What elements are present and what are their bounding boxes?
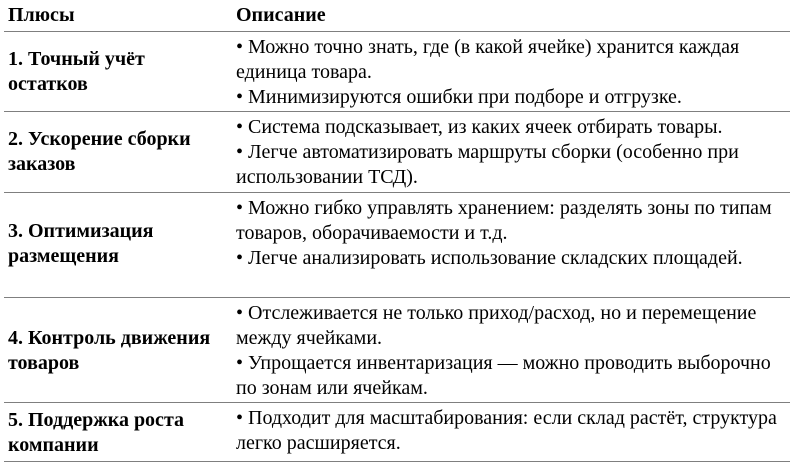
row-title: 1. Точный учёт остатков xyxy=(8,48,145,95)
row-bullet: • Можно гибко управлять хранением: разделять зоны по типам товаров, оборачиваемости и т.д. xyxy=(236,196,786,246)
row-bullet: • Легче автоматизировать маршруты сборки (особенно при использовании ТСД). xyxy=(236,140,786,190)
table-row xyxy=(4,32,790,112)
table-row xyxy=(4,112,790,193)
table-row xyxy=(4,193,790,298)
row-bullet: • Отслеживается не только приход/расход, но и перемещение между ячейками. xyxy=(236,301,786,351)
row-description xyxy=(236,115,786,190)
header-col-description: Описание xyxy=(236,4,326,26)
table-header-row xyxy=(4,0,790,32)
row-bullet: • Упрощается инвентаризация — можно проводить выборочно по зонам или ячейкам. xyxy=(236,351,786,401)
row-bullet: • Минимизируются ошибки при подборе и отгрузке. xyxy=(236,85,786,110)
row-description xyxy=(236,406,786,456)
header-col-pluses: Плюсы xyxy=(8,4,75,26)
row-bullet: • Подходит для масштабирования: если склад растёт, структура легко расширяется. xyxy=(236,406,786,456)
row-bullet: • Легче анализировать использование складских площадей. xyxy=(236,246,786,271)
row-description xyxy=(236,301,786,401)
row-title: 2. Ускорение сборки заказов xyxy=(8,128,191,175)
table-row xyxy=(4,403,790,462)
row-title: 5. Поддержка роста компании xyxy=(8,409,185,456)
row-title: 4. Контроль движения товаров xyxy=(8,327,211,374)
row-bullet: • Система подсказывает, из каких ячеек отбирать товары. xyxy=(236,115,786,140)
row-description xyxy=(236,35,786,110)
table-row xyxy=(4,298,790,403)
benefits-table xyxy=(4,0,790,462)
row-title: 3. Оптимизация размещения xyxy=(8,220,154,267)
row-bullet: • Можно точно знать, где (в какой ячейке) хранится каждая единица товара. xyxy=(236,35,786,85)
row-description xyxy=(236,196,786,271)
